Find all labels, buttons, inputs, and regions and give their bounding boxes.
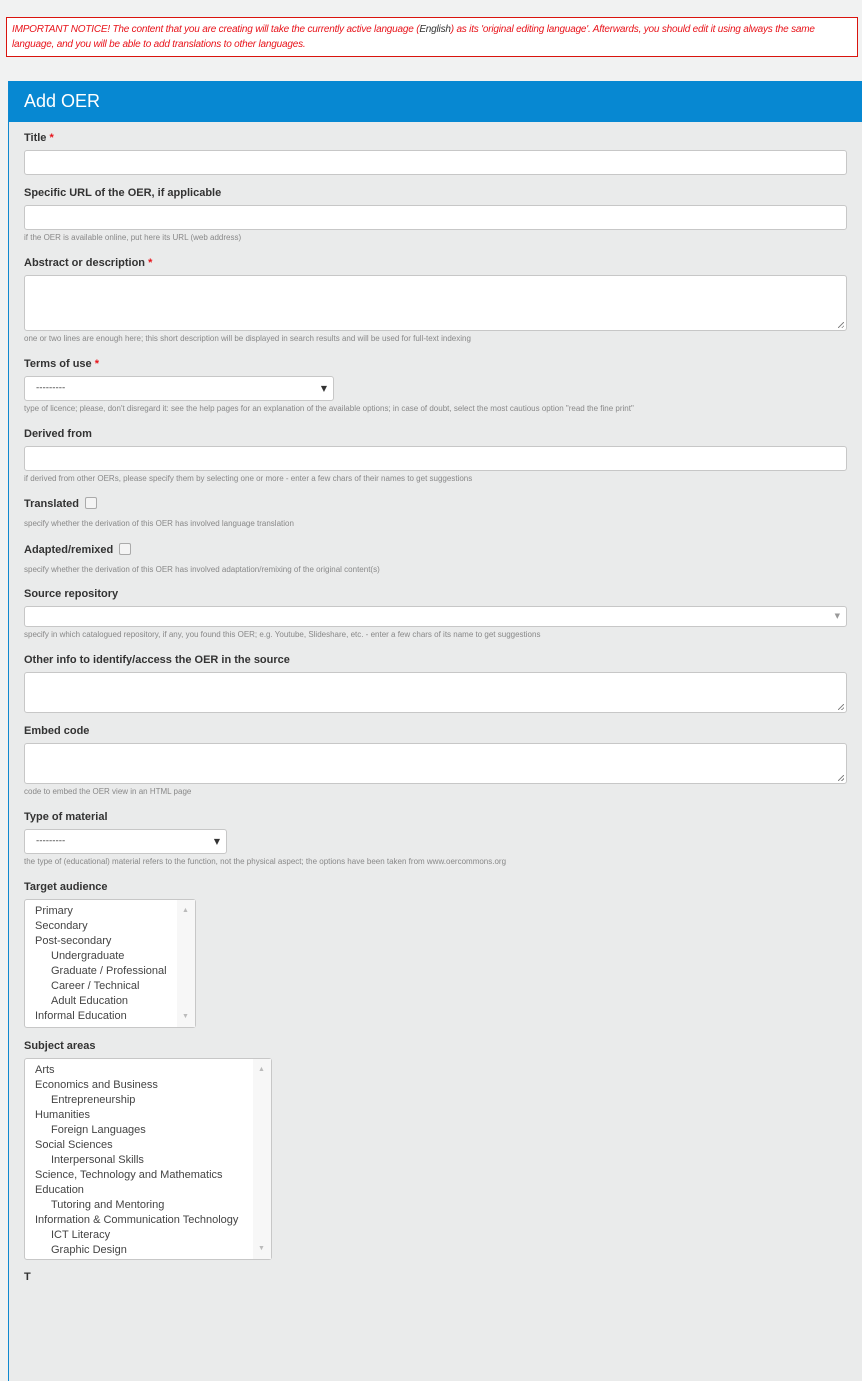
notice-text-after: ) as its 'original editing language'. Afterwards, you should edit it using always the same language, and you will be able to add translations to other languages. (12, 24, 815, 50)
derived-help: if derived from other OERs, please specify them by selecting one or more - enter a few chars of their names to get suggestions (24, 474, 473, 483)
audience-option[interactable]: Career / Technical (51, 980, 140, 992)
scrollbar[interactable] (253, 1059, 271, 1259)
adapted-help: specify whether the derivation of this OER has involved adaptation/remixing of the original content(s) (24, 565, 380, 574)
terms-selected: --------- (36, 383, 66, 393)
embed-label: Embed code (24, 725, 90, 737)
field-next-partial (24, 1269, 31, 1285)
url-help: if the OER is available online, put here its URL (web address) (24, 233, 242, 242)
required-mark: * (94, 358, 99, 370)
resize-grip-icon[interactable] (838, 775, 844, 781)
language-notice (6, 17, 858, 57)
subject-option[interactable]: Economics and Business (35, 1079, 158, 1091)
field-audience (24, 879, 196, 1028)
title-label: Title (24, 132, 47, 144)
field-material-type (24, 809, 506, 868)
subject-option[interactable]: Tutoring and Mentoring (51, 1199, 165, 1211)
audience-option[interactable]: Informal Education (35, 1010, 127, 1022)
subject-option[interactable]: Science, Technology and Mathematics (35, 1169, 223, 1181)
subject-option[interactable]: Education (35, 1184, 84, 1196)
field-embed (24, 723, 847, 798)
terms-help: type of licence; please, don't disregard it: see the help pages for an explanation of the available options; in case of doubt, select the most cautious option "read the fine print" (24, 404, 634, 413)
abstract-help: one or two lines are enough here; this short description will be displayed in search results and will be used for full-text indexing (24, 334, 471, 343)
scroll-up-icon[interactable]: ▲ (258, 1066, 265, 1073)
notice-language: English (419, 24, 451, 35)
abstract-textarea[interactable] (24, 275, 847, 331)
scroll-down-icon[interactable]: ▼ (182, 1013, 189, 1020)
field-adapted (24, 542, 380, 576)
field-terms (24, 356, 634, 415)
source-repo-select[interactable] (24, 606, 847, 627)
required-mark: * (148, 257, 153, 269)
field-other-info (24, 652, 847, 713)
dropdown-arrow-icon: ▼ (320, 384, 327, 393)
other-info-label: Other info to identify/access the OER in the source (24, 654, 290, 666)
scroll-down-icon[interactable]: ▼ (258, 1245, 265, 1252)
audience-option[interactable]: Undergraduate (51, 950, 125, 962)
material-type-label: Type of material (24, 811, 108, 823)
terms-select[interactable] (24, 376, 334, 401)
url-label: Specific URL of the OER, if applicable (24, 187, 222, 199)
translated-checkbox[interactable] (85, 497, 97, 509)
subject-option[interactable]: Humanities (35, 1109, 91, 1121)
add-oer-panel (8, 81, 862, 1381)
url-input[interactable] (24, 205, 847, 230)
field-derived (24, 426, 847, 485)
resize-grip-icon[interactable] (838, 322, 844, 328)
field-abstract (24, 255, 847, 345)
derived-input[interactable] (24, 446, 847, 471)
subjects-label: Subject areas (24, 1040, 96, 1052)
field-source-repo (24, 586, 847, 641)
audience-label: Target audience (24, 881, 108, 893)
abstract-label: Abstract or description (24, 257, 146, 269)
resize-grip-icon[interactable] (838, 704, 844, 710)
material-type-selected: --------- (36, 836, 66, 846)
subject-option[interactable]: Graphic Design (51, 1244, 127, 1256)
derived-label: Derived from (24, 428, 92, 440)
audience-listbox[interactable] (24, 899, 196, 1028)
field-title (24, 130, 847, 175)
other-info-textarea[interactable] (24, 672, 847, 713)
subject-option[interactable]: Social Sciences (35, 1139, 113, 1151)
audience-option[interactable]: Primary (35, 905, 73, 917)
subject-option[interactable]: Information & Communication Technology (35, 1214, 239, 1226)
next-label-partial: T (24, 1271, 31, 1283)
dropdown-arrow-icon: ▼ (834, 612, 840, 620)
embed-help: code to embed the OER view in an HTML page (24, 787, 192, 796)
required-mark: * (49, 132, 54, 144)
title-input[interactable] (24, 150, 847, 175)
audience-option[interactable]: Post-secondary (35, 935, 112, 947)
terms-label: Terms of use (24, 358, 92, 370)
translated-help: specify whether the derivation of this OER has involved language translation (24, 519, 294, 528)
subject-option[interactable]: Entrepreneurship (51, 1094, 136, 1106)
embed-textarea[interactable] (24, 743, 847, 784)
scroll-up-icon[interactable]: ▲ (182, 907, 189, 914)
subject-option[interactable]: Arts (35, 1064, 55, 1076)
audience-option[interactable]: Graduate / Professional (51, 965, 167, 977)
panel-title: Add OER (9, 81, 862, 122)
field-url (24, 185, 847, 244)
material-type-select[interactable] (24, 829, 227, 854)
adapted-checkbox[interactable] (119, 543, 131, 555)
subject-option[interactable]: ICT Literacy (51, 1229, 111, 1241)
dropdown-arrow-icon: ▼ (213, 837, 220, 846)
translated-label: Translated (24, 498, 80, 510)
material-type-help: the type of (educational) material refers to the function, not the physical aspect; the options have been taken from www.oercommons.org (24, 857, 507, 866)
adapted-label: Adapted/remixed (24, 544, 114, 556)
subject-option[interactable]: Foreign Languages (51, 1124, 146, 1136)
scrollbar[interactable] (177, 900, 195, 1027)
source-repo-help: specify in which catalogued repository, if any, you found this OER; e.g. Youtube, Slideshare, etc. - enter a few chars of its name to get suggestions (24, 630, 541, 639)
field-translated (24, 496, 294, 530)
audience-option[interactable]: Adult Education (51, 995, 129, 1007)
subjects-listbox[interactable] (24, 1058, 272, 1260)
source-repo-label: Source repository (24, 588, 119, 600)
audience-option[interactable]: Secondary (35, 920, 88, 932)
field-subjects (24, 1038, 272, 1260)
notice-text-before: IMPORTANT NOTICE! The content that you are creating will take the currently active language ( (12, 24, 420, 35)
subject-option[interactable]: Interpersonal Skills (51, 1154, 144, 1166)
